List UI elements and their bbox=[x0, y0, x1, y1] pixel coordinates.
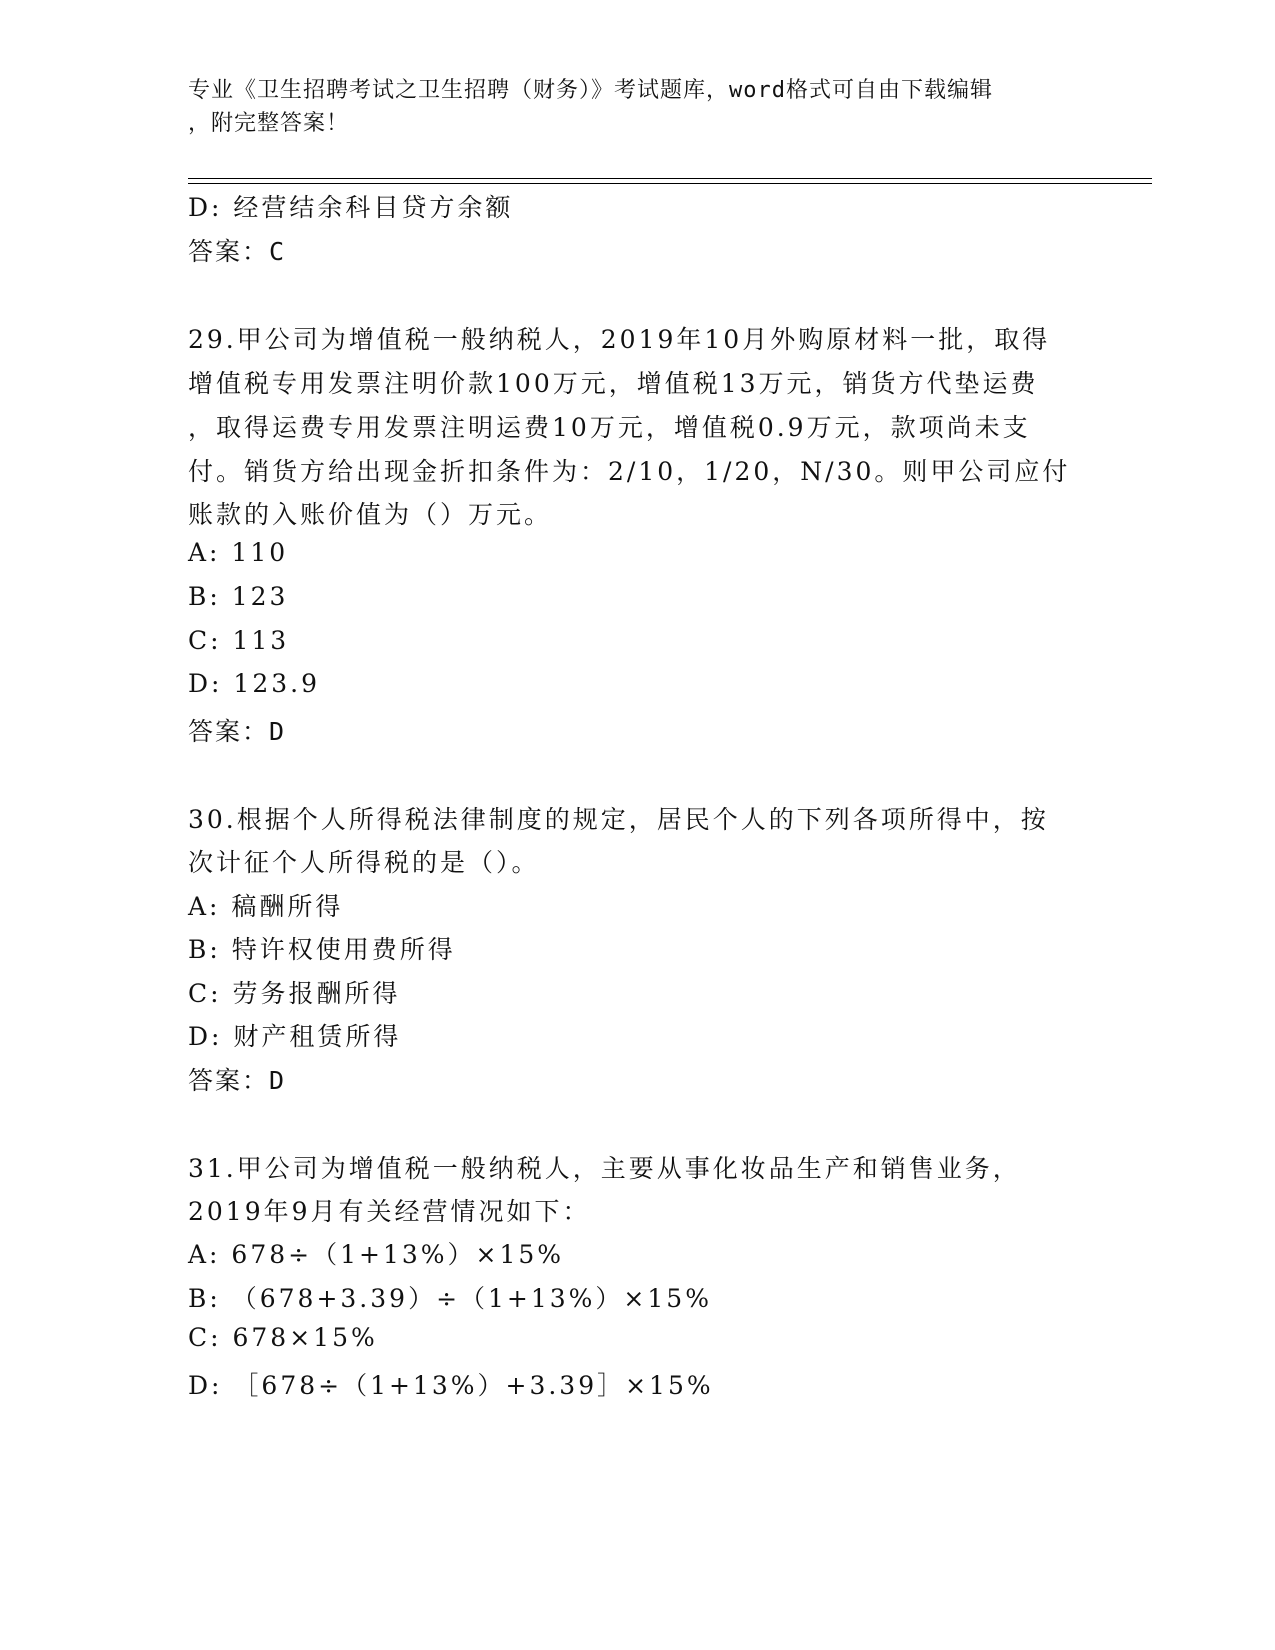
question-31-line: 2019年9月有关经营情况如下： bbox=[188, 1197, 591, 1226]
question-29-option-b: B: 123 bbox=[188, 582, 289, 611]
header-line-2: ，附完整答案！ bbox=[188, 111, 350, 136]
question-31-line: 31.甲公司为增值税一般纳税人，主要从事化妆品生产和销售业务， bbox=[188, 1154, 1021, 1183]
question-30-option-b: B: 特许权使用费所得 bbox=[188, 935, 456, 964]
question-31-option-b: B: （678+3.39）÷（1+13%）×15% bbox=[188, 1284, 712, 1313]
header-line-1: 专业《卫生招聘考试之卫生招聘（财务）》考试题库，word格式可自由下载编辑 bbox=[188, 78, 993, 103]
question-29-line: ，取得运费专用发票注明运费10万元，增值税0.9万元，款项尚未支 bbox=[188, 413, 1031, 442]
question-29-line: 付。销货方给出现金折扣条件为：2/10，1/20，N/30。则甲公司应付 bbox=[188, 457, 1071, 486]
document-header bbox=[188, 74, 1088, 140]
question-31-option-d: D: ［678÷（1+13%）+3.39］×15% bbox=[188, 1371, 714, 1400]
question-30-option-a: A: 稿酬所得 bbox=[188, 892, 344, 921]
question-29-answer: 答案：D bbox=[188, 717, 287, 746]
question-30-line: 次计征个人所得税的是（）。 bbox=[188, 848, 540, 877]
question-29-line: 增值税专用发票注明价款100万元，增值税13万元，销货方代垫运费 bbox=[188, 369, 1039, 398]
question-29-option-d: D: 123.9 bbox=[188, 669, 320, 698]
question-30-option-d: D: 财产租赁所得 bbox=[188, 1022, 402, 1051]
prev-answer: 答案：C bbox=[188, 237, 287, 266]
question-31-option-a: A: 678÷（1+13%）×15% bbox=[188, 1240, 565, 1269]
question-31-option-c: C: 678×15% bbox=[188, 1323, 378, 1352]
header-divider-top bbox=[188, 178, 1152, 179]
question-29-line: 账款的入账价值为（）万元。 bbox=[188, 500, 553, 529]
question-30-option-c: C: 劳务报酬所得 bbox=[188, 979, 401, 1008]
question-29-option-a: A: 110 bbox=[188, 538, 289, 567]
question-29-option-c: C: 113 bbox=[188, 626, 290, 655]
prev-option-d: D: 经营结余科目贷方余额 bbox=[188, 193, 514, 222]
question-30-answer: 答案：D bbox=[188, 1066, 287, 1095]
header-divider-bottom bbox=[188, 183, 1152, 184]
question-30-line: 30.根据个人所得税法律制度的规定，居民个人的下列各项所得中，按 bbox=[188, 805, 1049, 834]
question-29-line: 29.甲公司为增值税一般纳税人，2019年10月外购原材料一批，取得 bbox=[188, 325, 1051, 354]
